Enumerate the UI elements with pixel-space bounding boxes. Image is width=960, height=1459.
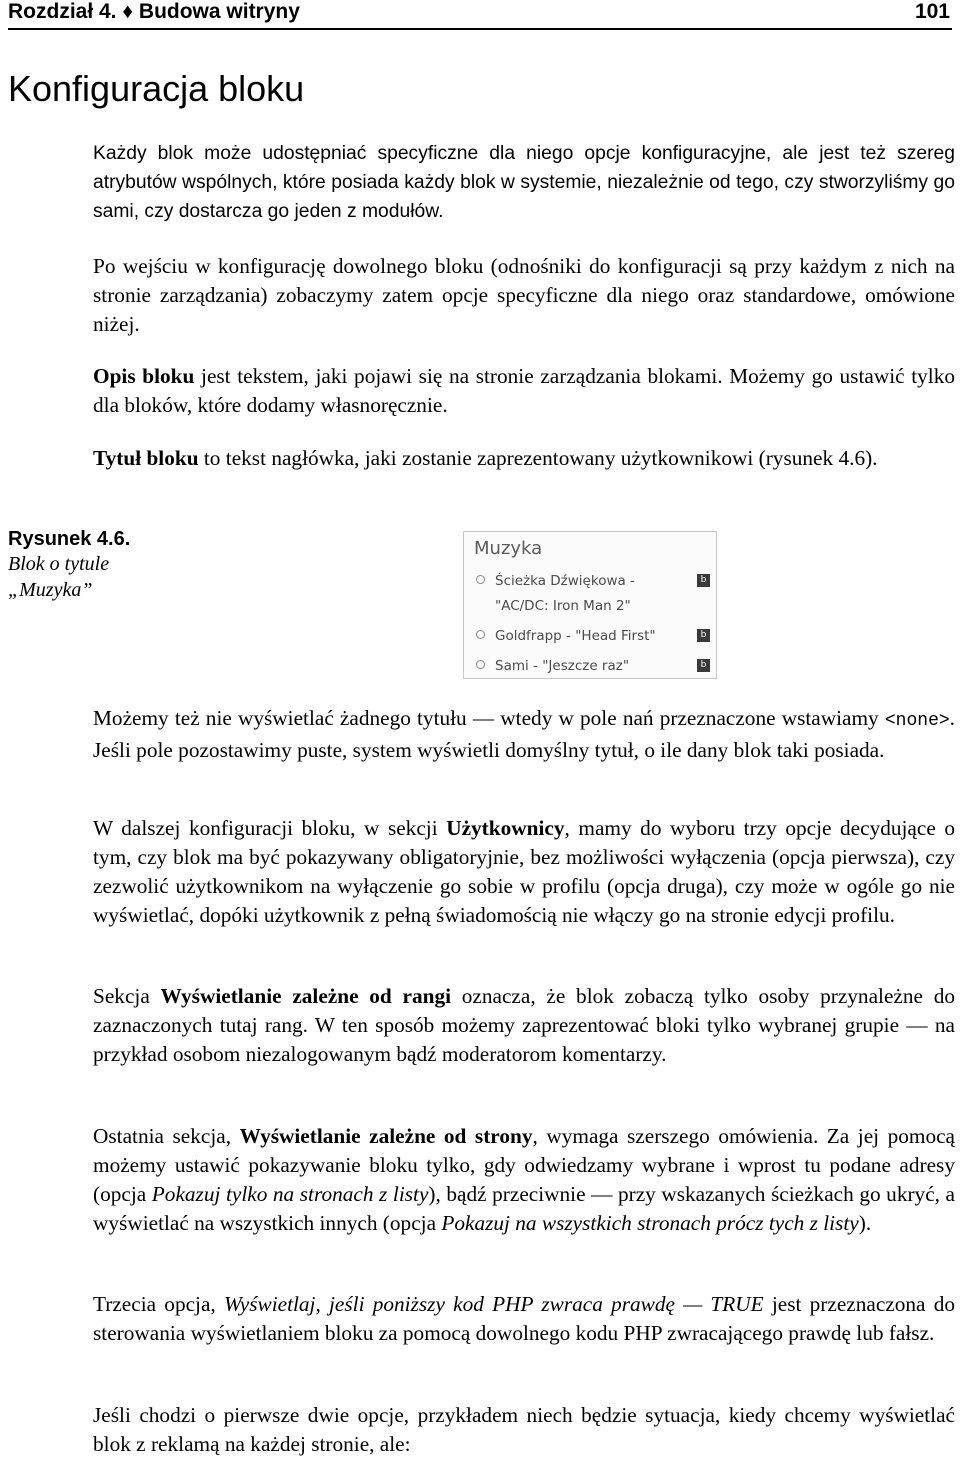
paragraph-page-visibility: Ostatnia sekcja, Wyświetlanie zależne od strony, wymaga szerszego omówienia. Za jej pomocą możemy ustawić pokazywanie bloku tylko, gdy odwiedzamy wybrane i wprost tu podane adresy (opcja Pokazuj tylko na stronach z listy), bądź przeciwnie — przy wskazanych ścieżkach go ukryć, a wyświetlać na wszystkich innych (opcja Pokazuj na wszystkich stronach prócz tych z listy). (93, 1124, 956, 1235)
list-item: Sami - "Jeszcze raz" (476, 654, 629, 679)
figure-label: Rysunek 4.6. (8, 528, 131, 550)
paragraph-block-description: Opis bloku jest tekstem, jaki pojawi się na stronie zarządzania blokami. Możemy go ustawić tylko dla bloków, które dodamy własnoręcznie. (93, 364, 956, 417)
paragraph-example: Jeśli chodzi o pierwsze dwie opcje, przykładem niech będzie sytuacja, kiedy chcemy wyświetlać blok z reklamą na każdej stronie, ale: (93, 1403, 955, 1456)
figure-caption-text: Blok o tytule „Muzyka” (8, 553, 110, 601)
page-number: 101 (914, 0, 950, 23)
link-icon: b (697, 659, 710, 672)
link-icon: b (697, 574, 710, 587)
code-none: <none> (884, 711, 950, 731)
bullet-icon (476, 660, 485, 669)
list-item: Goldfrapp - "Head First" (476, 624, 656, 649)
paragraph-configuration: Po wejściu w konfigurację dowolnego bloku (odnośniki do konfiguracji są przy każdym z nich na stronie zarządzania) zobaczymy zatem opcje specyficzne dla niego oraz standardowe, omówione niżej. (93, 254, 955, 336)
figure-caption (8, 528, 148, 603)
term-users: Użytkownicy (446, 816, 565, 840)
page-header (8, 0, 952, 30)
block-title: Muzyka (474, 538, 543, 559)
bullet-icon (476, 575, 485, 584)
running-head: Rozdział 4. ♦ Budowa witryny (8, 0, 300, 23)
music-block-figure (463, 531, 717, 679)
term-block-title: Tytuł bloku (93, 446, 199, 470)
term-role-visibility: Wyświetlanie zależne od rangi (160, 984, 452, 1008)
term-block-description: Opis bloku (93, 364, 195, 388)
paragraph-block-title: Tytuł bloku to tekst nagłówka, jaki zostanie zaprezentowany użytkownikowi (rysunek 4.6). (93, 446, 878, 470)
link-icon: b (697, 629, 710, 642)
paragraph-no-title: Możemy też nie wyświetlać żadnego tytułu — wtedy w pole nań przeznaczone wstawiamy <none>. Jeśli pole pozostawimy puste, system wyświetli domyślny tytuł, o ile dany blok taki posiada. (93, 706, 955, 762)
paragraph-role-visibility: Sekcja Wyświetlanie zależne od rangi oznacza, że blok zobaczą tylko osoby przynależne do zaznaczonych tutaj rang. W ten sposób możemy zaprezentować bloki tylko wybranej grupie — na przykład osobom niezalogowanym bądź moderatorom komentarzy. (93, 984, 955, 1066)
paragraph-php-option: Trzecia opcja, Wyświetlaj, jeśli poniższy kod PHP zwraca prawdę — TRUE jest przeznaczona do sterowania wyświetlaniem bloku za pomocą dowolnego kodu PHP zwracającego prawdę lub fałsz. (93, 1292, 956, 1345)
paragraph-intro: Każdy blok może udostępniać specyficzne dla niego opcje konfiguracyjne, ale jest też szereg atrybutów wspólnych, które posiada każdy blok w systemie, niezależnie od tego, czy stworzyliśmy go sami, czy dostarcza go jeden z modułów. (93, 143, 955, 222)
bullet-icon (476, 630, 485, 639)
term-page-visibility: Wyświetlanie zależne od strony (239, 1124, 533, 1148)
section-title: Konfiguracja bloku (8, 68, 305, 109)
paragraph-users-section: W dalszej konfiguracji bloku, w sekcji Użytkownicy, mamy do wyboru trzy opcje decydujące o tym, czy blok ma być pokazywany obligatoryjnie, bez możliwości wyłączenia (opcja pierwsza), czy zezwolić użytkownikom na wyłączenie go sobie w profilu (opcja druga), czy może w ogóle go nie wyświetlać, dopóki użytkownik z pełną świadomością nie włączy go na stronie edycji profilu. (93, 816, 955, 927)
list-item: Ścieżka Dźwiękowa - "AC/DC: Iron Man 2" (476, 569, 635, 619)
